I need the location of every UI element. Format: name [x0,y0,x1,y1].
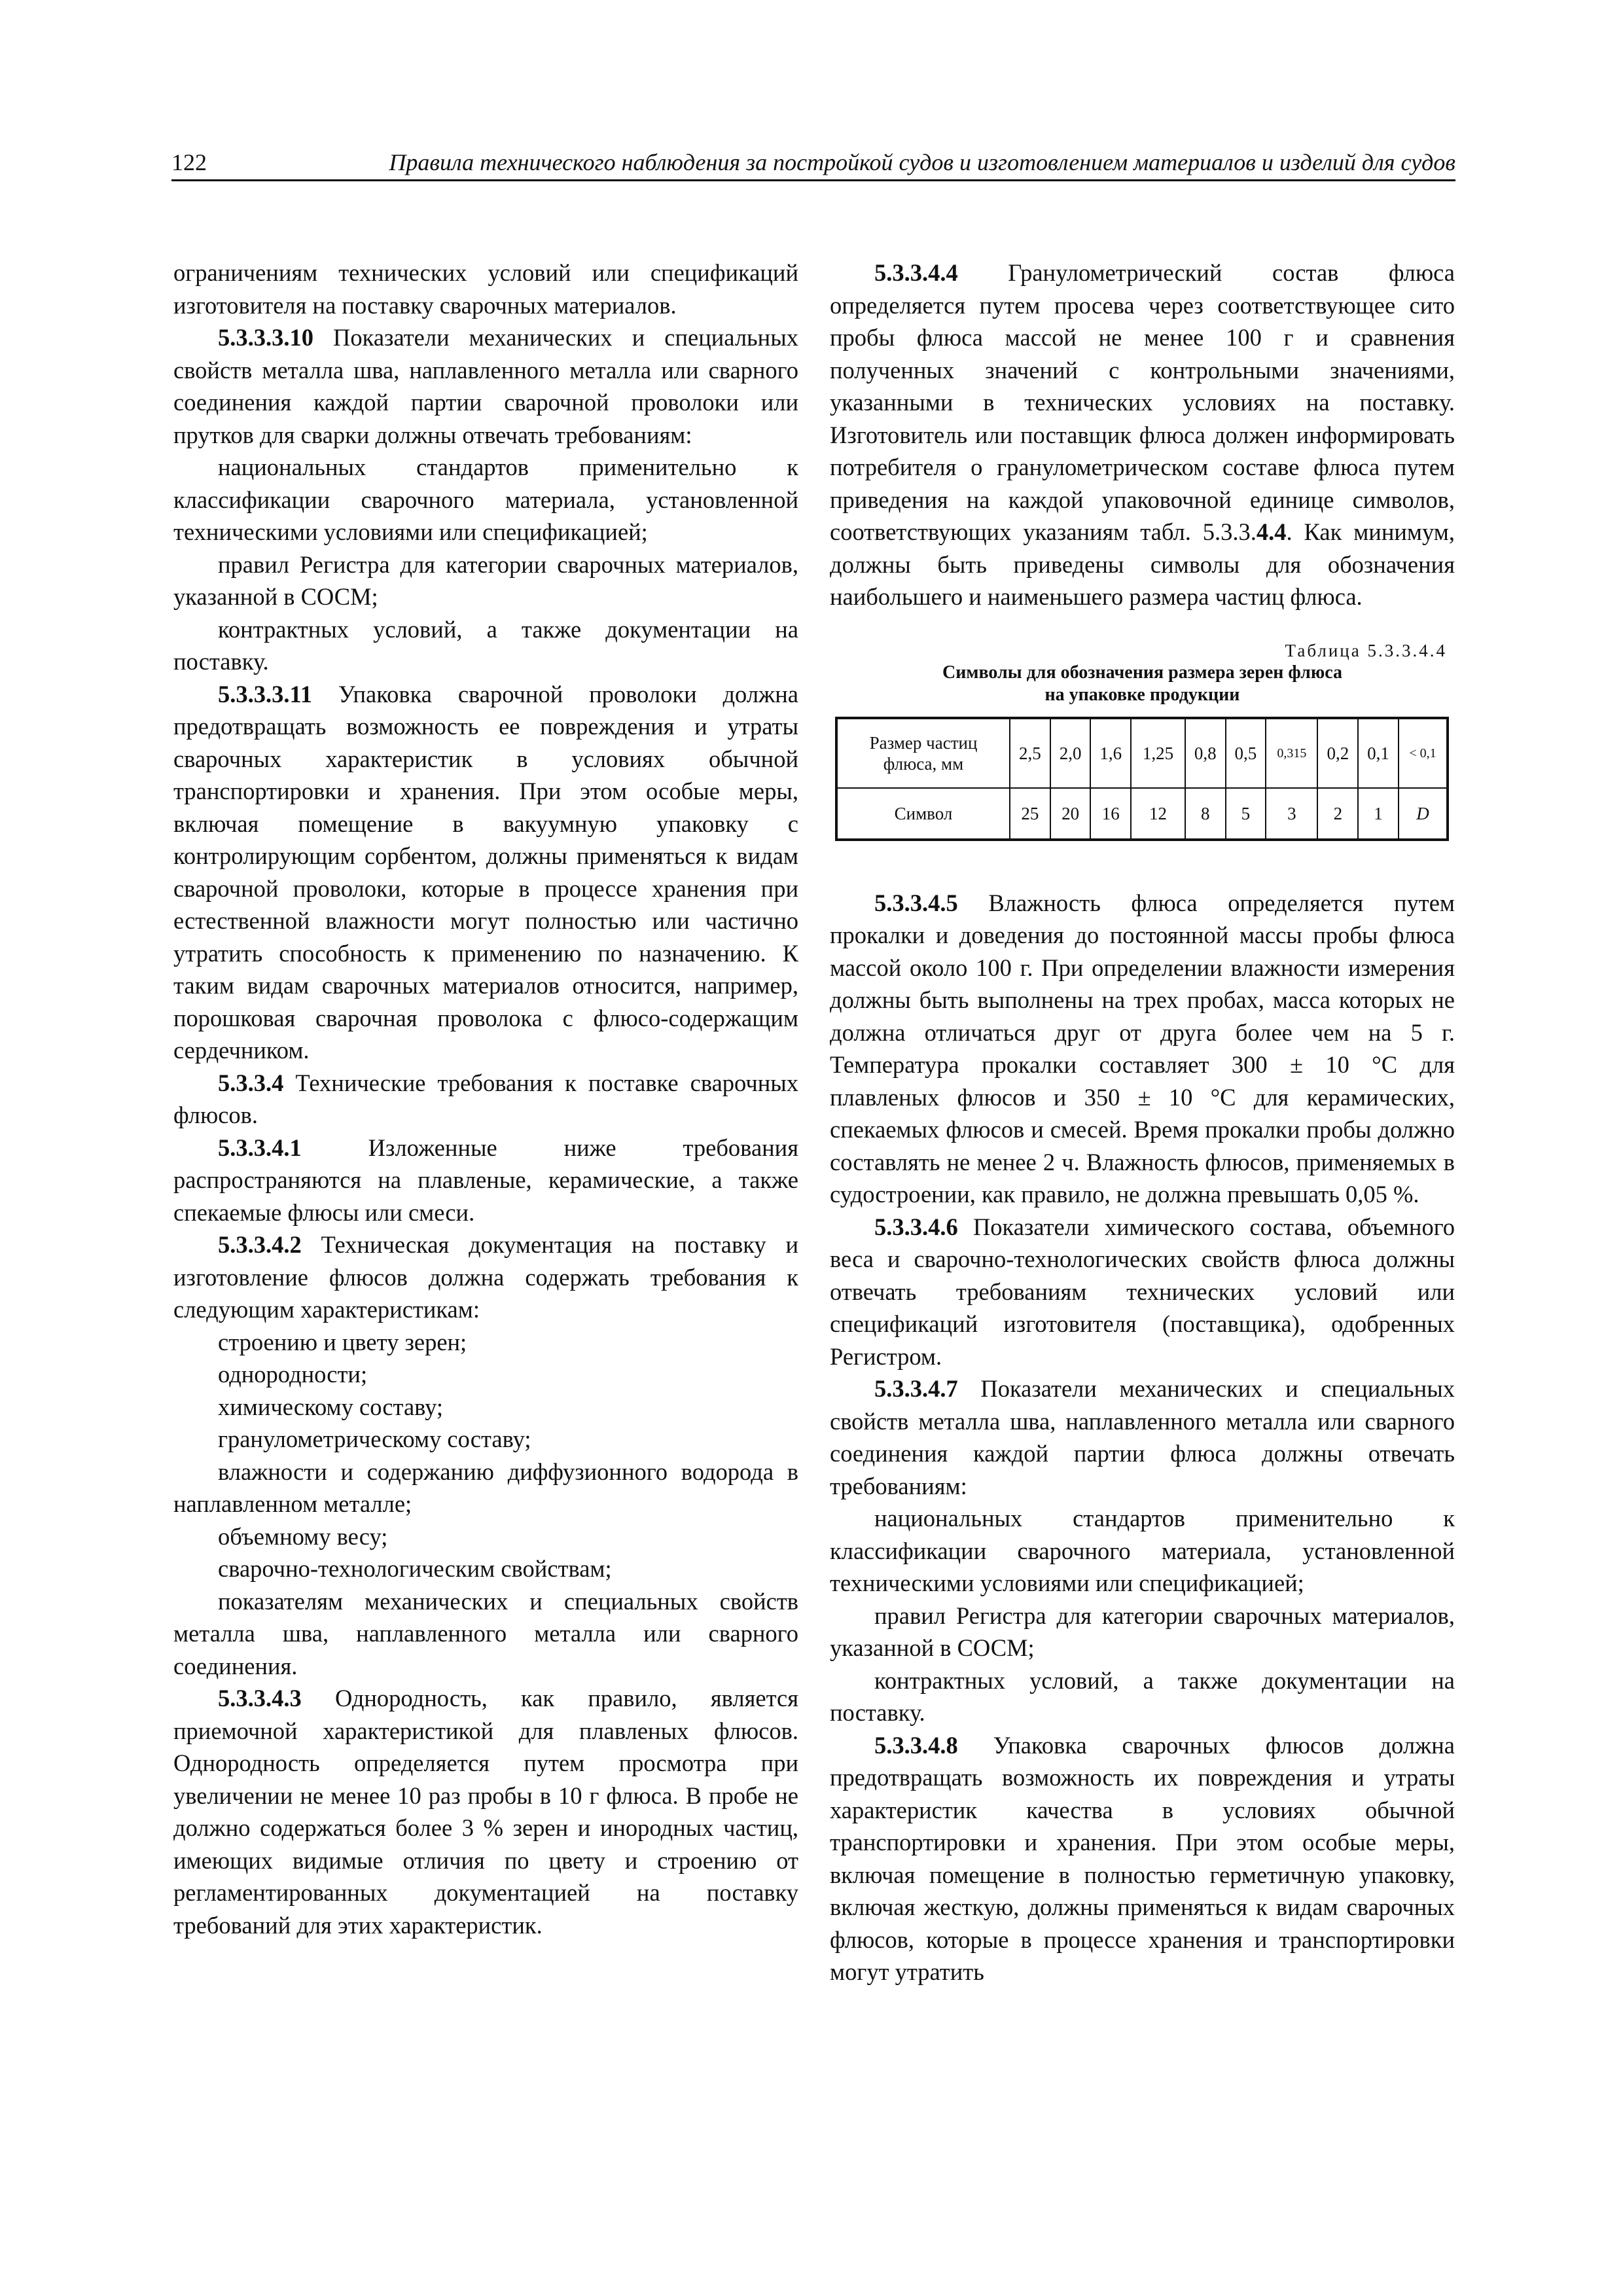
left-column [173,257,798,1941]
clause-number: 5.3.3.3.10 [218,324,313,351]
paragraph: ограничениям технических условий или спецификаций изготовителя на поставку сварочных материалов. [173,259,798,319]
paragraph [173,678,798,1067]
paragraph: правил Регистра для категории сварочных материалов, указанной в СОСМ; [173,550,798,610]
paragraph-text: Влажность флюса определяется путем прокалки и доведения до постоянной массы пробы флюса массой около 100 г. При определении влажности измерения должны быть выполнены на трех пробах, масса которых не должна отличаться друг от друга более чем на 5 г. Температура прокалки составляет 300 ± 10 °С для плавленых флюсов и 350 ± 10 °С для керамических, спекаемых флюсов и смесей. Время прокалки пробы должно составлять не менее 2 ч. Влажность флюсов, применяемых в судостроении, как правило, не должна превышать 0,05 %. [830,889,1455,1208]
grain-size-table [835,717,1449,841]
page-number: 122 [171,149,207,175]
table-cell: 0,315 [1266,718,1317,788]
clause-number: 5.3.3.4.2 [218,1231,302,1258]
list-item: объемному весу; [218,1522,388,1550]
paragraph-text: Показатели механических и специальных свойств металла шва, наплавленного металла или сварного соединения каждой партии сварочной проволоки или прутков для сварки должны отвечать требованиям: [173,324,798,448]
list-item: строению и цвету зерен; [218,1328,467,1355]
table-cell: 0,5 [1226,718,1266,788]
list-item: гранулометрическому составу; [218,1426,531,1452]
table-label: Таблица 5.3.3.4.4 [1285,640,1447,660]
table-cell: 25 [1010,788,1050,840]
table-cell: 1 [1358,788,1399,840]
table-cell: 16 [1090,788,1131,840]
table-cell: 8 [1185,788,1226,840]
paragraph: правил Регистра для категории сварочных материалов, указанной в СОСМ; [830,1602,1455,1661]
table-reference: 4.4 [1256,518,1287,545]
table-cell: 1,6 [1090,718,1131,788]
table-cell: 2,0 [1050,718,1091,788]
paragraph-text: Однородность, как правило, является приемочной характеристикой для плавленых флюсов. Однородность определяется путем просмотра при увеличении не менее 10 раз пробы в 10 г флюса. В пробе не должно содержаться более 3 % зерен и инородных частиц, имеющих видимые отличия по цвету и строению от регламентированных документацией на поставку требований для этих характеристик. [173,1685,798,1939]
clause-number: 5.3.3.4.7 [874,1375,958,1402]
paragraph: контрактных условий, а также документации на поставку. [173,615,798,675]
list-item: влажности и содержанию диффузионного водорода в наплавленном металле; [173,1458,798,1517]
list-item: однородности; [218,1361,368,1388]
table-cell: 20 [1050,788,1091,840]
table-caption [830,662,1455,706]
paragraph-text: Техническая документация на поставку и изготовление флюсов должна содержать требования к следующим характеристикам: [173,1231,798,1323]
clause-number: 5.3.3.4 [218,1069,284,1096]
table-cell: 0,1 [1358,718,1399,788]
running-title: Правила технического наблюдения за постройкой судов и изготовлением материалов и изделий для судов [389,149,1455,175]
paragraph-text: Показатели механических и специальных свойств металла шва, наплавленного металла или сварного соединения каждой партии флюса должны отвечать требованиям: [830,1375,1455,1499]
paragraph [173,1682,798,1941]
paragraph-text: Упаковка сварочных флюсов должна предотвращать возможность их повреждения и утраты характеристик качества в условиях обычной транспортировки и хранения. При этом особые меры, включая помещение в полностью герметичную упаковку, включая жесткую, должны применяться к видам сварочных флюсов, которые в процессе хранения и транспортировки могут утратить [830,1731,1455,1985]
list-item: химическому составу; [218,1393,444,1420]
table-row [836,718,1448,788]
paragraph: национальных стандартов применительно к классификации сварочного материала, установленной техническими условиями или спецификацией; [830,1505,1455,1596]
list-item: показателям механических и специальных свойств металла шва, наплавленного металла или сварного соединения. [173,1587,798,1679]
clause-number: 5.3.3.3.11 [218,680,312,708]
paragraph [830,887,1455,1211]
table-cell: 2 [1317,788,1358,840]
table-cell: D [1399,788,1448,840]
clause-number: 5.3.3.4.5 [874,889,958,916]
table-cell: < 0,1 [1399,718,1448,788]
table-caption-line: на упаковке продукции [1044,684,1240,705]
page-header [171,148,1455,181]
paragraph [173,1229,798,1326]
paragraph [173,321,798,451]
row-header: Символ [836,788,1010,840]
clause-number: 5.3.3.4.6 [874,1213,958,1240]
clause-number: 5.3.3.4.3 [218,1685,302,1712]
paragraph: национальных стандартов применительно к классификации сварочного материала, установленной техническими условиями или спецификацией; [173,454,798,545]
list-item: сварочно-технологическим свойствам; [218,1555,612,1582]
table-row [836,788,1448,840]
paragraph [173,1132,798,1229]
paragraph-text: Упаковка сварочной проволоки должна предотвращать возможность ее повреждения и утраты сварочных характеристик в условиях обычной транспортировки и хранения. При этом особые меры, включая помещение в вакуумную упаковку с контролирующим сорбентом, должны применяться к видам сварочной проволоки, которые в процессе хранения при естественной влажности могут полностью или частично утратить способность к применению по назначению. К таким видам сварочных материалов относится, например, порошковая сварочная проволока с флюсо-содержащим сердечником. [173,680,798,1064]
table-cell: 0,2 [1317,718,1358,788]
paragraph-text: Изложенные ниже требования распространяются на плавленые, керамические, а также спекаемые флюсы или смеси. [173,1134,798,1226]
paragraph [830,257,1455,613]
table-cell: 0,8 [1185,718,1226,788]
paragraph-text: . Как минимум, должны быть приведены символы для обозначения наибольшего и наименьшего размера частиц флюса. [830,518,1455,610]
table-caption-line: Символы для обозначения размера зерен флюса [942,662,1342,683]
right-column [830,257,1455,1988]
table-cell: 5 [1226,788,1266,840]
clause-number: 5.3.3.4.4 [874,259,958,286]
paragraph [830,1211,1455,1373]
table-cell: 12 [1131,788,1185,840]
clause-number: 5.3.3.4.1 [218,1134,302,1161]
paragraph [830,1372,1455,1502]
paragraph-text: Технические требования к поставке сварочных флюсов. [173,1069,798,1128]
paragraph [830,1729,1455,1988]
paragraph [173,1067,798,1132]
paragraph-text: Гранулометрический состав флюса определяется путем просева через соответствующее сито пробы флюса массой не менее 100 г и сравнения полученных значений с контрольными значениями, указанными в технических условиях на поставку. Изготовитель или поставщик флюса должен информировать потребителя о гранулометрическом составе флюса путем приведения на каждой упаковочной единице символов, соответствующих указаниям табл. 5.3.3. [830,259,1455,545]
table-cell: 2,5 [1010,718,1050,788]
table-cell: 3 [1266,788,1317,840]
table-cell: 1,25 [1131,718,1185,788]
row-header: Размер частиц флюса, мм [836,718,1010,788]
paragraph-text: Показатели химического состава, объемного веса и сварочно-технологических свойств флюса должны отвечать требованиям технических условий или спецификаций изготовителя (поставщика), одобренных Регистром. [830,1213,1455,1370]
clause-number: 5.3.3.4.8 [874,1731,958,1759]
paragraph: контрактных условий, а также документации на поставку. [830,1666,1455,1726]
